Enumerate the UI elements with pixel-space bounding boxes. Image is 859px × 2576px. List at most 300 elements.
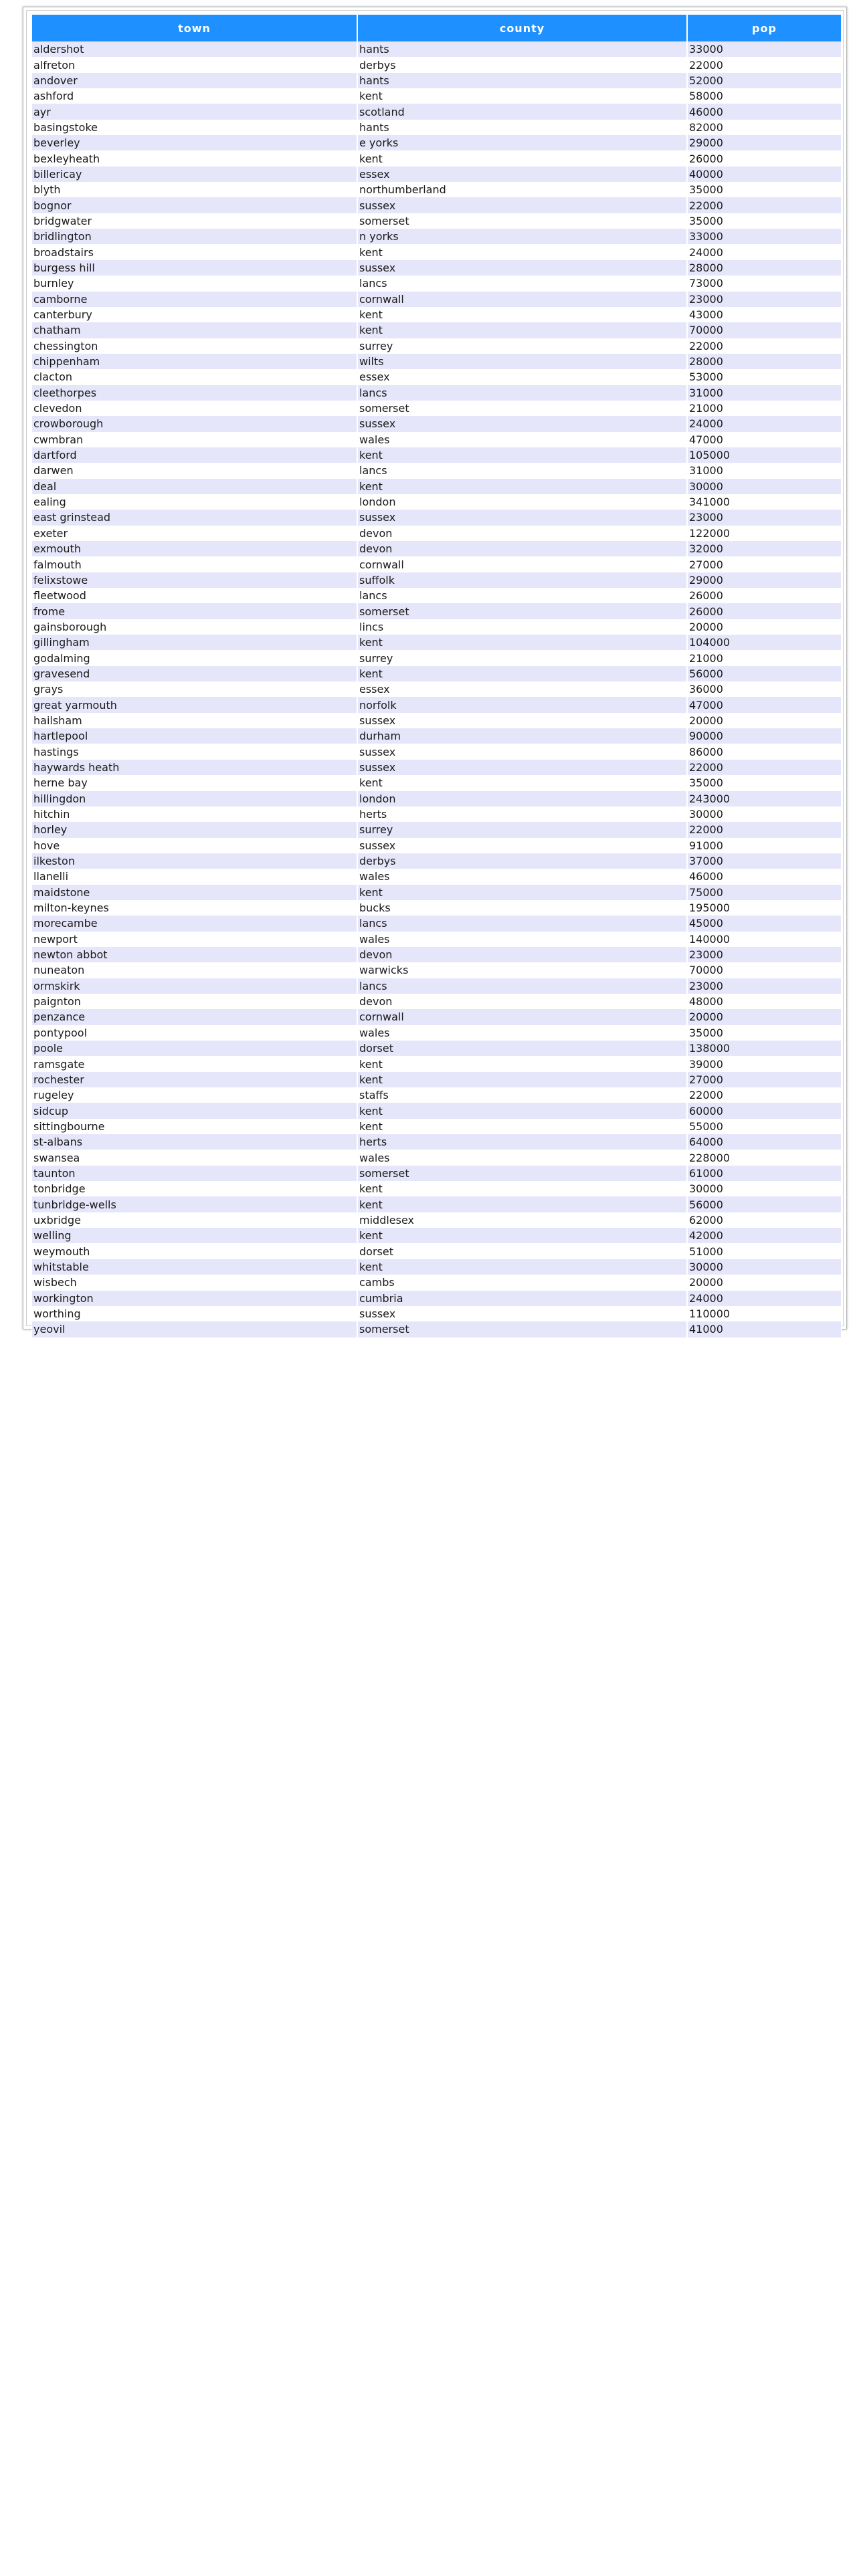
town-cell: exeter bbox=[31, 526, 357, 541]
table-row bbox=[31, 369, 842, 385]
town-cell: haywards heath bbox=[31, 760, 357, 775]
town-cell: dartford bbox=[31, 447, 357, 463]
county-cell: lancs bbox=[357, 916, 687, 931]
table-row bbox=[31, 292, 842, 307]
pop-cell: 243000 bbox=[687, 791, 842, 807]
pop-cell: 22000 bbox=[687, 822, 842, 837]
pop-cell: 30000 bbox=[687, 1259, 842, 1275]
town-cell: worthing bbox=[31, 1306, 357, 1321]
county-cell: e yorks bbox=[357, 135, 687, 150]
pop-cell: 47000 bbox=[687, 697, 842, 712]
county-cell: dorset bbox=[357, 1243, 687, 1259]
pop-cell: 23000 bbox=[687, 947, 842, 962]
table-row bbox=[31, 962, 842, 978]
county-cell: staffs bbox=[357, 1087, 687, 1103]
county-cell: wales bbox=[357, 869, 687, 884]
county-cell: kent bbox=[357, 244, 687, 259]
pop-cell: 35000 bbox=[687, 213, 842, 229]
pop-cell: 122000 bbox=[687, 526, 842, 541]
town-cell: newton abbot bbox=[31, 947, 357, 962]
pop-cell: 33000 bbox=[687, 41, 842, 57]
county-cell: somerset bbox=[357, 213, 687, 229]
pop-cell: 24000 bbox=[687, 416, 842, 431]
town-cell: blyth bbox=[31, 182, 357, 197]
pop-cell: 23000 bbox=[687, 510, 842, 525]
county-cell: wales bbox=[357, 1150, 687, 1165]
pop-cell: 86000 bbox=[687, 744, 842, 759]
pop-cell: 37000 bbox=[687, 853, 842, 869]
town-cell: beverley bbox=[31, 135, 357, 150]
town-cell: cwmbran bbox=[31, 432, 357, 447]
county-cell: london bbox=[357, 791, 687, 807]
table-row bbox=[31, 1087, 842, 1103]
town-cell: chessington bbox=[31, 338, 357, 354]
county-cell: sussex bbox=[357, 197, 687, 213]
county-cell: sussex bbox=[357, 713, 687, 728]
table-row bbox=[31, 807, 842, 822]
table-row bbox=[31, 885, 842, 900]
pop-cell: 41000 bbox=[687, 1321, 842, 1337]
pop-cell: 20000 bbox=[687, 1275, 842, 1290]
county-cell: lincs bbox=[357, 619, 687, 635]
table-row bbox=[31, 41, 842, 57]
table-row bbox=[31, 526, 842, 541]
town-cell: tonbridge bbox=[31, 1181, 357, 1196]
pop-cell: 45000 bbox=[687, 916, 842, 931]
table-row bbox=[31, 666, 842, 681]
town-cell: hillingdon bbox=[31, 791, 357, 807]
table-row bbox=[31, 1243, 842, 1259]
towns-table bbox=[31, 15, 842, 1337]
county-cell: kent bbox=[357, 885, 687, 900]
county-cell: sussex bbox=[357, 260, 687, 276]
town-cell: felixstowe bbox=[31, 572, 357, 588]
county-cell: essex bbox=[357, 369, 687, 385]
town-cell: ormskirk bbox=[31, 978, 357, 994]
county-cell: sussex bbox=[357, 838, 687, 853]
pop-cell: 48000 bbox=[687, 994, 842, 1009]
table-row bbox=[31, 1291, 842, 1306]
town-cell: st-albans bbox=[31, 1134, 357, 1150]
pop-cell: 64000 bbox=[687, 1134, 842, 1150]
county-cell: scotland bbox=[357, 104, 687, 119]
town-cell: fleetwood bbox=[31, 588, 357, 603]
pop-cell: 32000 bbox=[687, 541, 842, 556]
pop-cell: 61000 bbox=[687, 1166, 842, 1181]
pop-cell: 31000 bbox=[687, 463, 842, 478]
town-cell: nuneaton bbox=[31, 962, 357, 978]
town-cell: poole bbox=[31, 1041, 357, 1056]
town-cell: clevedon bbox=[31, 401, 357, 416]
town-cell: bridlington bbox=[31, 229, 357, 244]
table-row bbox=[31, 650, 842, 665]
town-cell: newport bbox=[31, 932, 357, 947]
county-cell: london bbox=[357, 494, 687, 510]
county-cell: wilts bbox=[357, 354, 687, 369]
table-row bbox=[31, 822, 842, 837]
table-row bbox=[31, 838, 842, 853]
town-cell: herne bay bbox=[31, 775, 357, 790]
pop-cell: 43000 bbox=[687, 307, 842, 322]
town-cell: grays bbox=[31, 681, 357, 697]
town-cell: horley bbox=[31, 822, 357, 837]
county-cell: surrey bbox=[357, 338, 687, 354]
table-row bbox=[31, 1275, 842, 1290]
town-cell: camborne bbox=[31, 292, 357, 307]
pop-cell: 70000 bbox=[687, 962, 842, 978]
table-container bbox=[23, 7, 847, 1336]
town-cell: andover bbox=[31, 73, 357, 88]
pop-cell: 26000 bbox=[687, 588, 842, 603]
town-cell: ramsgate bbox=[31, 1056, 357, 1071]
table-row bbox=[31, 744, 842, 759]
pop-cell: 29000 bbox=[687, 572, 842, 588]
pop-cell: 22000 bbox=[687, 197, 842, 213]
pop-cell: 82000 bbox=[687, 120, 842, 135]
pop-cell: 104000 bbox=[687, 635, 842, 650]
table-row bbox=[31, 1166, 842, 1181]
county-cell: derbys bbox=[357, 57, 687, 72]
table-row bbox=[31, 900, 842, 916]
town-cell: hitchin bbox=[31, 807, 357, 822]
pop-cell: 228000 bbox=[687, 1150, 842, 1165]
town-cell: swansea bbox=[31, 1150, 357, 1165]
town-cell: gainsborough bbox=[31, 619, 357, 635]
county-cell: somerset bbox=[357, 401, 687, 416]
county-cell: lancs bbox=[357, 276, 687, 291]
pop-cell: 70000 bbox=[687, 322, 842, 338]
pop-cell: 28000 bbox=[687, 260, 842, 276]
table-row bbox=[31, 338, 842, 354]
pop-cell: 20000 bbox=[687, 1009, 842, 1025]
table-row bbox=[31, 635, 842, 650]
town-cell: taunton bbox=[31, 1166, 357, 1181]
town-cell: whitstable bbox=[31, 1259, 357, 1275]
table-row bbox=[31, 276, 842, 291]
pop-cell: 56000 bbox=[687, 1196, 842, 1212]
pop-cell: 35000 bbox=[687, 1025, 842, 1041]
county-cell: lancs bbox=[357, 978, 687, 994]
pop-cell: 35000 bbox=[687, 182, 842, 197]
table-row bbox=[31, 1041, 842, 1056]
table-row bbox=[31, 432, 842, 447]
county-cell: essex bbox=[357, 681, 687, 697]
table-row bbox=[31, 1056, 842, 1071]
pop-cell: 27000 bbox=[687, 1072, 842, 1087]
pop-cell: 26000 bbox=[687, 603, 842, 619]
table-row bbox=[31, 1103, 842, 1118]
pop-cell: 23000 bbox=[687, 292, 842, 307]
county-cell: norfolk bbox=[357, 697, 687, 712]
county-cell: sussex bbox=[357, 744, 687, 759]
pop-cell: 20000 bbox=[687, 713, 842, 728]
table-row bbox=[31, 1212, 842, 1228]
pop-cell: 138000 bbox=[687, 1041, 842, 1056]
town-cell: workington bbox=[31, 1291, 357, 1306]
table-row bbox=[31, 619, 842, 635]
town-cell: hove bbox=[31, 838, 357, 853]
town-cell: bognor bbox=[31, 197, 357, 213]
pop-cell: 110000 bbox=[687, 1306, 842, 1321]
county-cell: lancs bbox=[357, 463, 687, 478]
table-row bbox=[31, 1196, 842, 1212]
county-cell: somerset bbox=[357, 1321, 687, 1337]
town-cell: hastings bbox=[31, 744, 357, 759]
table-row bbox=[31, 603, 842, 619]
town-cell: basingstoke bbox=[31, 120, 357, 135]
town-cell: great yarmouth bbox=[31, 697, 357, 712]
table-inner-border bbox=[26, 10, 844, 1336]
pop-cell: 24000 bbox=[687, 244, 842, 259]
town-cell: gillingham bbox=[31, 635, 357, 650]
town-cell: deal bbox=[31, 479, 357, 494]
town-cell: hartlepool bbox=[31, 728, 357, 744]
town-cell: billericay bbox=[31, 167, 357, 182]
table-row bbox=[31, 1134, 842, 1150]
table-row bbox=[31, 588, 842, 603]
table-row bbox=[31, 978, 842, 994]
pop-cell: 35000 bbox=[687, 775, 842, 790]
town-cell: llanelli bbox=[31, 869, 357, 884]
pop-cell: 46000 bbox=[687, 104, 842, 119]
pop-cell: 40000 bbox=[687, 167, 842, 182]
pop-cell: 52000 bbox=[687, 73, 842, 88]
town-cell: burgess hill bbox=[31, 260, 357, 276]
table-row bbox=[31, 260, 842, 276]
table-row bbox=[31, 697, 842, 712]
county-cell: kent bbox=[357, 479, 687, 494]
table-header bbox=[31, 15, 842, 41]
county-cell: middlesex bbox=[357, 1212, 687, 1228]
county-cell: devon bbox=[357, 994, 687, 1009]
table-row bbox=[31, 447, 842, 463]
pop-cell: 33000 bbox=[687, 229, 842, 244]
table-row bbox=[31, 1009, 842, 1025]
table-row bbox=[31, 932, 842, 947]
county-cell: cambs bbox=[357, 1275, 687, 1290]
town-cell: maidstone bbox=[31, 885, 357, 900]
town-cell: darwen bbox=[31, 463, 357, 478]
town-cell: frome bbox=[31, 603, 357, 619]
table-row bbox=[31, 104, 842, 119]
pop-cell: 21000 bbox=[687, 650, 842, 665]
town-cell: welling bbox=[31, 1228, 357, 1243]
pop-cell: 105000 bbox=[687, 447, 842, 463]
table-row bbox=[31, 510, 842, 525]
table-row bbox=[31, 354, 842, 369]
county-cell: essex bbox=[357, 167, 687, 182]
town-cell: yeovil bbox=[31, 1321, 357, 1337]
county-cell: kent bbox=[357, 1228, 687, 1243]
pop-cell: 24000 bbox=[687, 1291, 842, 1306]
town-cell: hailsham bbox=[31, 713, 357, 728]
table-row bbox=[31, 556, 842, 572]
pop-cell: 60000 bbox=[687, 1103, 842, 1118]
county-cell: suffolk bbox=[357, 572, 687, 588]
town-cell: aldershot bbox=[31, 41, 357, 57]
pop-cell: 90000 bbox=[687, 728, 842, 744]
pop-cell: 62000 bbox=[687, 1212, 842, 1228]
column-header-pop[interactable]: pop bbox=[687, 15, 842, 41]
pop-cell: 91000 bbox=[687, 838, 842, 853]
county-cell: n yorks bbox=[357, 229, 687, 244]
town-cell: cleethorpes bbox=[31, 385, 357, 401]
county-cell: kent bbox=[357, 1196, 687, 1212]
county-cell: devon bbox=[357, 526, 687, 541]
county-cell: devon bbox=[357, 947, 687, 962]
table-row bbox=[31, 120, 842, 135]
county-cell: dorset bbox=[357, 1041, 687, 1056]
county-cell: kent bbox=[357, 307, 687, 322]
town-cell: weymouth bbox=[31, 1243, 357, 1259]
town-cell: uxbridge bbox=[31, 1212, 357, 1228]
pop-cell: 30000 bbox=[687, 1181, 842, 1196]
town-cell: burnley bbox=[31, 276, 357, 291]
table-row bbox=[31, 1321, 842, 1337]
town-cell: chippenham bbox=[31, 354, 357, 369]
county-cell: kent bbox=[357, 322, 687, 338]
county-cell: somerset bbox=[357, 603, 687, 619]
county-cell: kent bbox=[357, 1103, 687, 1118]
table-row bbox=[31, 494, 842, 510]
table-row bbox=[31, 1119, 842, 1134]
county-cell: kent bbox=[357, 150, 687, 166]
table-row bbox=[31, 760, 842, 775]
county-cell: somerset bbox=[357, 1166, 687, 1181]
table-row bbox=[31, 853, 842, 869]
town-cell: rochester bbox=[31, 1072, 357, 1087]
pop-cell: 31000 bbox=[687, 385, 842, 401]
column-header-county[interactable]: county bbox=[357, 15, 687, 41]
pop-cell: 36000 bbox=[687, 681, 842, 697]
table-row bbox=[31, 150, 842, 166]
town-cell: morecambe bbox=[31, 916, 357, 931]
table-row bbox=[31, 1181, 842, 1196]
county-cell: derbys bbox=[357, 853, 687, 869]
county-cell: bucks bbox=[357, 900, 687, 916]
town-cell: wisbech bbox=[31, 1275, 357, 1290]
county-cell: herts bbox=[357, 1134, 687, 1150]
table-row bbox=[31, 307, 842, 322]
pop-cell: 22000 bbox=[687, 1087, 842, 1103]
county-cell: sussex bbox=[357, 1306, 687, 1321]
table-row bbox=[31, 244, 842, 259]
county-cell: kent bbox=[357, 775, 687, 790]
county-cell: wales bbox=[357, 1025, 687, 1041]
county-cell: kent bbox=[357, 1072, 687, 1087]
town-cell: sittingbourne bbox=[31, 1119, 357, 1134]
table-row bbox=[31, 791, 842, 807]
town-cell: ilkeston bbox=[31, 853, 357, 869]
table-row bbox=[31, 572, 842, 588]
table-row bbox=[31, 213, 842, 229]
table-row bbox=[31, 1306, 842, 1321]
county-cell: northumberland bbox=[357, 182, 687, 197]
table-body bbox=[31, 41, 842, 1337]
county-cell: herts bbox=[357, 807, 687, 822]
pop-cell: 22000 bbox=[687, 57, 842, 72]
table-row bbox=[31, 713, 842, 728]
county-cell: kent bbox=[357, 666, 687, 681]
table-row bbox=[31, 541, 842, 556]
table-row bbox=[31, 197, 842, 213]
pop-cell: 23000 bbox=[687, 978, 842, 994]
pop-cell: 55000 bbox=[687, 1119, 842, 1134]
pop-cell: 73000 bbox=[687, 276, 842, 291]
town-cell: clacton bbox=[31, 369, 357, 385]
table-row bbox=[31, 1228, 842, 1243]
town-cell: falmouth bbox=[31, 556, 357, 572]
county-cell: kent bbox=[357, 447, 687, 463]
county-cell: surrey bbox=[357, 650, 687, 665]
table-row bbox=[31, 88, 842, 104]
pop-cell: 53000 bbox=[687, 369, 842, 385]
county-cell: kent bbox=[357, 88, 687, 104]
table-row bbox=[31, 947, 842, 962]
county-cell: durham bbox=[357, 728, 687, 744]
pop-cell: 28000 bbox=[687, 354, 842, 369]
town-cell: sidcup bbox=[31, 1103, 357, 1118]
table-row bbox=[31, 775, 842, 790]
town-cell: alfreton bbox=[31, 57, 357, 72]
town-cell: ayr bbox=[31, 104, 357, 119]
column-header-town[interactable]: town bbox=[31, 15, 357, 41]
county-cell: hants bbox=[357, 41, 687, 57]
town-cell: ealing bbox=[31, 494, 357, 510]
town-cell: crowborough bbox=[31, 416, 357, 431]
table-row bbox=[31, 728, 842, 744]
county-cell: cornwall bbox=[357, 1009, 687, 1025]
county-cell: hants bbox=[357, 73, 687, 88]
county-cell: sussex bbox=[357, 416, 687, 431]
pop-cell: 21000 bbox=[687, 401, 842, 416]
table-row bbox=[31, 479, 842, 494]
pop-cell: 75000 bbox=[687, 885, 842, 900]
pop-cell: 27000 bbox=[687, 556, 842, 572]
county-cell: cornwall bbox=[357, 292, 687, 307]
town-cell: tunbridge-wells bbox=[31, 1196, 357, 1212]
pop-cell: 42000 bbox=[687, 1228, 842, 1243]
town-cell: bridgwater bbox=[31, 213, 357, 229]
table-row bbox=[31, 385, 842, 401]
town-cell: east grinstead bbox=[31, 510, 357, 525]
pop-cell: 39000 bbox=[687, 1056, 842, 1071]
town-cell: penzance bbox=[31, 1009, 357, 1025]
town-cell: pontypool bbox=[31, 1025, 357, 1041]
table-row bbox=[31, 229, 842, 244]
pop-cell: 22000 bbox=[687, 760, 842, 775]
town-cell: paignton bbox=[31, 994, 357, 1009]
pop-cell: 341000 bbox=[687, 494, 842, 510]
table-row bbox=[31, 1025, 842, 1041]
town-cell: gravesend bbox=[31, 666, 357, 681]
county-cell: warwicks bbox=[357, 962, 687, 978]
county-cell: sussex bbox=[357, 760, 687, 775]
county-cell: lancs bbox=[357, 588, 687, 603]
county-cell: surrey bbox=[357, 822, 687, 837]
pop-cell: 46000 bbox=[687, 869, 842, 884]
town-cell: milton-keynes bbox=[31, 900, 357, 916]
pop-cell: 51000 bbox=[687, 1243, 842, 1259]
town-cell: exmouth bbox=[31, 541, 357, 556]
pop-cell: 195000 bbox=[687, 900, 842, 916]
pop-cell: 140000 bbox=[687, 932, 842, 947]
pop-cell: 22000 bbox=[687, 338, 842, 354]
town-cell: bexleyheath bbox=[31, 150, 357, 166]
county-cell: cumbria bbox=[357, 1291, 687, 1306]
town-cell: rugeley bbox=[31, 1087, 357, 1103]
pop-cell: 30000 bbox=[687, 807, 842, 822]
